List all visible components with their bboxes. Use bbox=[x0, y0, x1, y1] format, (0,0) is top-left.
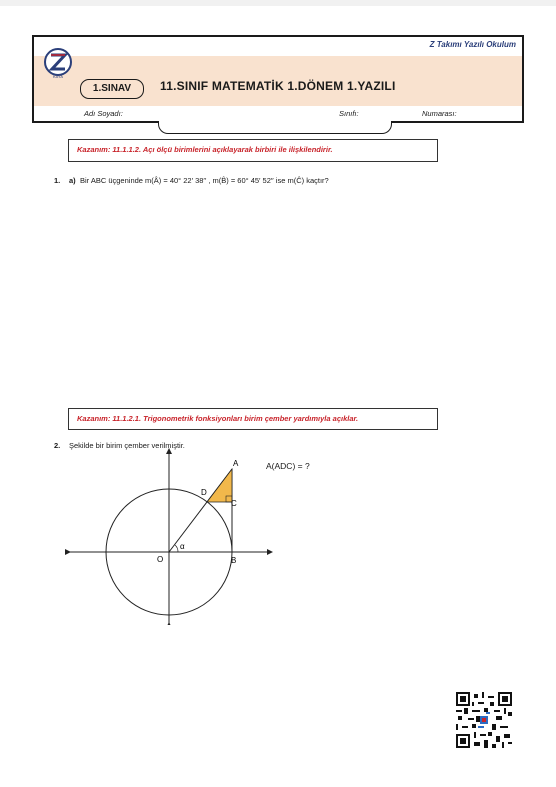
q1-number: 1. bbox=[54, 176, 61, 185]
label-C: C bbox=[231, 499, 237, 508]
label-O: O bbox=[157, 555, 164, 564]
label-alpha: α bbox=[180, 542, 185, 551]
name-box[interactable] bbox=[158, 121, 392, 134]
name-label: Adı Soyadı: bbox=[84, 109, 123, 118]
label-B: B bbox=[231, 556, 237, 565]
z-logo-icon bbox=[42, 47, 74, 79]
label-A: A bbox=[233, 459, 239, 468]
top-bar bbox=[0, 0, 556, 6]
alpha-arc bbox=[175, 545, 178, 552]
q2-number: 2. bbox=[54, 441, 61, 450]
unit-circle-figure bbox=[60, 445, 280, 625]
exam-header bbox=[32, 35, 524, 123]
label-D: D bbox=[201, 488, 207, 497]
q2-text: Şekilde bir birim çember verilmiştir. bbox=[69, 441, 185, 450]
q1-part: a) bbox=[69, 176, 76, 185]
kazanim-box-2: Kazanım: 11.1.2.1. Trigonometrik fonksiyonları birim çember yardımıyla açıklar. bbox=[68, 408, 438, 430]
qr-code-icon[interactable] bbox=[456, 692, 512, 748]
number-label: Numarası: bbox=[422, 109, 457, 118]
triangle-ADC bbox=[207, 469, 232, 502]
exam-title: 11.SINIF MATEMATİK 1.DÖNEM 1.YAZILI bbox=[160, 79, 396, 93]
class-label: Sınıfı: bbox=[339, 109, 359, 118]
logo-subtext: KAYA bbox=[52, 74, 64, 79]
q1-text: Bir ABC üçgeninde m(Â) = 40° 22′ 38′′ , m(B̂) = 60° 45′ 52′′ ise m(Ĉ) kaçtır? bbox=[80, 176, 329, 185]
q2-ask: A(ADC) = ? bbox=[266, 461, 310, 471]
school-name: Z Takımı Yazılı Okulum bbox=[429, 40, 516, 49]
kazanim-box-1: Kazanım: 11.1.1.2. Açı ölçü birimlerini açıklayarak birbiri ile ilişkilendirir. bbox=[68, 139, 438, 162]
exam-number-badge: 1.SINAV bbox=[80, 79, 144, 99]
